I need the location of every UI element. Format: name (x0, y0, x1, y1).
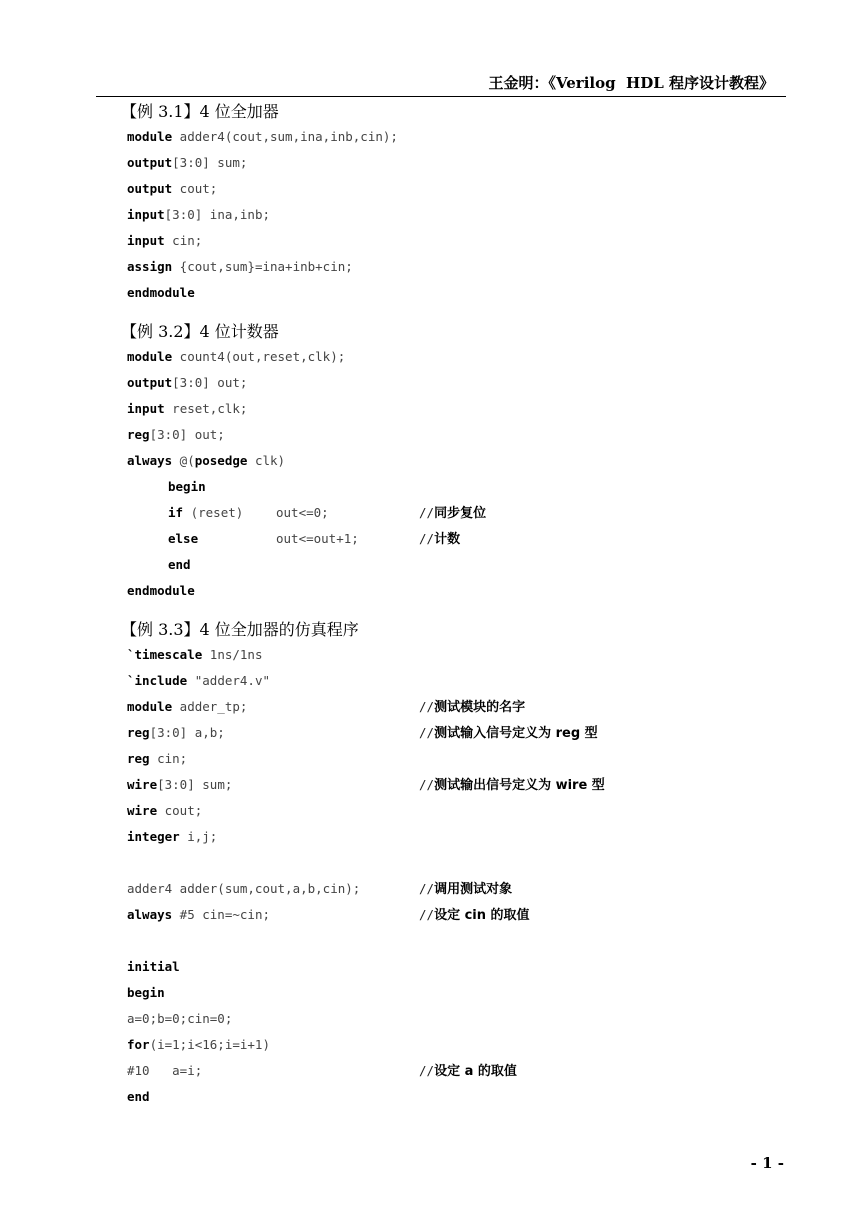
code-text: reset,clk; (164, 401, 248, 416)
code-text: adder_tp; (172, 699, 248, 714)
code-keyword: wire (127, 777, 158, 792)
code-keyword: always (127, 907, 173, 922)
code-line (127, 254, 807, 280)
code-line (127, 720, 807, 746)
code-line (127, 396, 807, 422)
code-keyword: reg (127, 725, 150, 740)
code-keyword: if (168, 505, 184, 520)
code-line (127, 668, 807, 694)
document-body (121, 100, 807, 1110)
code-comment: //测试输入信号定义为 reg 型 (419, 725, 598, 741)
code-keyword: assign (127, 259, 173, 274)
code-text: 1ns/1ns (202, 647, 263, 662)
code-keyword: else (168, 531, 199, 546)
code-keyword: begin (127, 985, 165, 1000)
code-text: clk) (247, 453, 286, 468)
code-line (127, 500, 807, 526)
code-text: [3:0] a,b; (149, 725, 225, 740)
code-comment: //计数 (419, 531, 461, 547)
code-text: cin; (164, 233, 203, 248)
section-gap (127, 604, 807, 618)
code-keyword: for (127, 1037, 150, 1052)
code-keyword: always (127, 453, 173, 468)
code-line (127, 1058, 807, 1084)
code-keyword: end (127, 1089, 150, 1104)
code-line (127, 1006, 807, 1032)
header-rule (96, 96, 786, 97)
code-line (127, 448, 807, 474)
code-line (127, 344, 807, 370)
code-keyword: endmodule (127, 583, 195, 598)
code-text: [3:0] sum; (157, 777, 233, 792)
code-line (127, 280, 807, 306)
code-keyword: module (127, 129, 173, 144)
code-line (127, 526, 807, 552)
code-text: #10 a=i; (127, 1063, 203, 1078)
code-line (127, 1084, 807, 1110)
code-keyword: begin (168, 479, 206, 494)
code-line (127, 980, 807, 1006)
code-keyword: input (127, 207, 165, 222)
code-statement: out<=0; (276, 505, 329, 520)
code-line (127, 772, 807, 798)
code-comment: //设定 cin 的取值 (419, 907, 530, 923)
code-text: adder4 adder(sum,cout,a,b,cin); (127, 881, 361, 896)
code-line (127, 552, 807, 578)
code-text: [3:0] out; (149, 427, 225, 442)
code-text: [3:0] sum; (172, 155, 248, 170)
code-keyword: `timescale (127, 647, 203, 662)
code-line (127, 150, 807, 176)
code-line (127, 798, 807, 824)
section-gap (127, 306, 807, 320)
code-keyword: reg (127, 751, 150, 766)
code-line (127, 176, 807, 202)
running-header: 王金明：《Verilog HDL 程序设计教程》 (488, 74, 774, 92)
code-text: adder4(cout,sum,ina,inb,cin); (172, 129, 398, 144)
code-comment: //测试输出信号定义为 wire 型 (419, 777, 605, 793)
code-keyword: wire (127, 803, 158, 818)
code-line (127, 228, 807, 254)
code-comment: //设定 a 的取值 (419, 1063, 517, 1079)
code-text: (i=1;i<16;i=i+1) (149, 1037, 270, 1052)
code-line (127, 694, 807, 720)
code-text: (reset) (183, 505, 244, 520)
code-comment: //同步复位 (419, 505, 487, 521)
code-text: cin; (149, 751, 188, 766)
code-comment: //调用测试对象 (419, 881, 513, 897)
code-keyword: input (127, 401, 165, 416)
code-keyword: endmodule (127, 285, 195, 300)
code-comment: //测试模块的名字 (419, 699, 526, 715)
code-line (127, 850, 807, 876)
code-line (127, 422, 807, 448)
code-line (127, 928, 807, 954)
code-text: [3:0] out; (172, 375, 248, 390)
code-line (127, 474, 807, 500)
code-keyword: module (127, 699, 173, 714)
code-text: [3:0] ina,inb; (164, 207, 270, 222)
code-line (127, 876, 807, 902)
code-text: cout; (172, 181, 218, 196)
example-heading: 【例 3.2】4 位计数器 (121, 322, 279, 341)
code-keyword: end (168, 557, 191, 572)
code-text: @( (172, 453, 195, 468)
code-keyword: output (127, 181, 173, 196)
code-line (127, 642, 807, 668)
code-keyword: reg (127, 427, 150, 442)
code-keyword: posedge (194, 453, 248, 468)
page-number: - 1 - (750, 1154, 784, 1172)
code-keyword: `include (127, 673, 188, 688)
code-line (127, 954, 807, 980)
example-heading: 【例 3.3】4 位全加器的仿真程序 (121, 620, 359, 639)
code-text: #5 cin=~cin; (172, 907, 270, 922)
example-heading: 【例 3.1】4 位全加器 (121, 102, 279, 121)
code-keyword: initial (127, 959, 180, 974)
code-line (127, 902, 807, 928)
code-line (127, 124, 807, 150)
code-line (127, 370, 807, 396)
code-line (127, 824, 807, 850)
code-keyword: output (127, 155, 173, 170)
code-keyword: integer (127, 829, 180, 844)
code-text: cout; (157, 803, 203, 818)
code-text: count4(out,reset,clk); (172, 349, 346, 364)
code-text: {cout,sum}=ina+inb+cin; (172, 259, 353, 274)
code-line (127, 746, 807, 772)
code-text: "adder4.v" (187, 673, 271, 688)
code-keyword: input (127, 233, 165, 248)
code-line (127, 1032, 807, 1058)
code-text: a=0;b=0;cin=0; (127, 1011, 233, 1026)
code-line (127, 578, 807, 604)
code-keyword: output (127, 375, 173, 390)
code-statement: out<=out+1; (276, 531, 359, 546)
code-text: i,j; (179, 829, 218, 844)
code-keyword: module (127, 349, 173, 364)
code-line (127, 202, 807, 228)
